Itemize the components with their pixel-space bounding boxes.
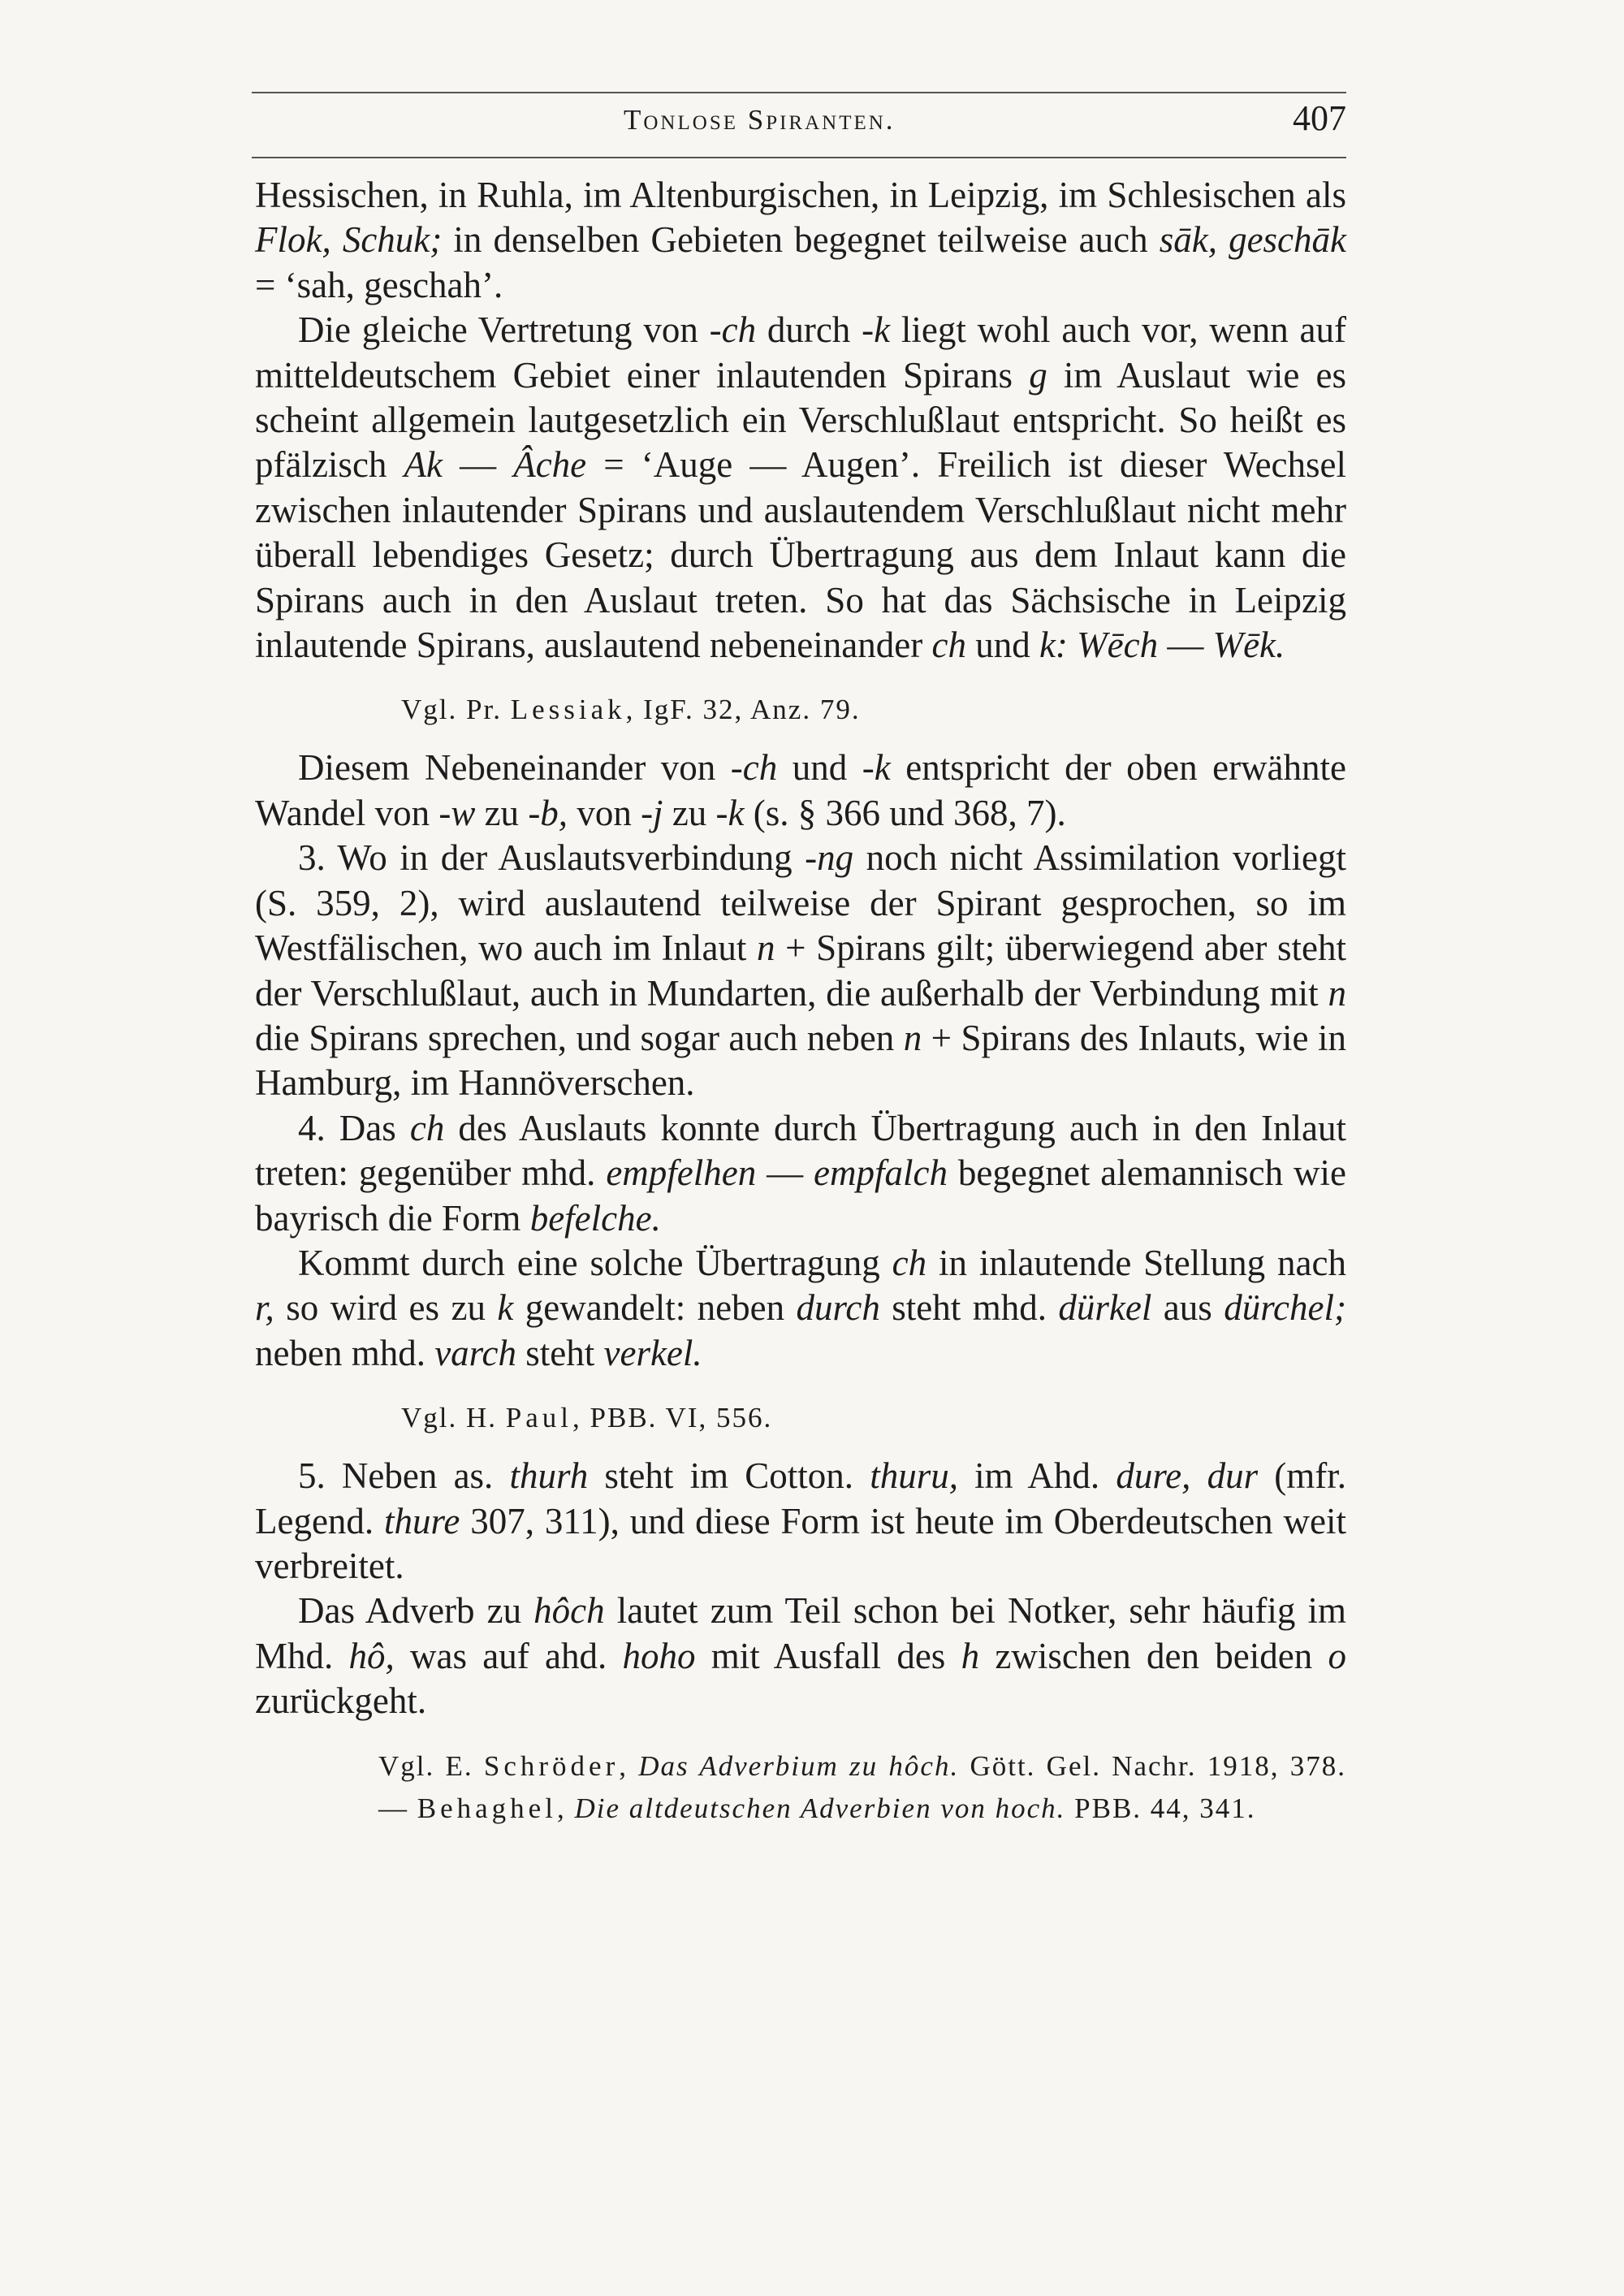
section-5-paragraph — [255, 1454, 1346, 1589]
italic-term: -j — [641, 792, 663, 833]
italic-term: Das Adverbium zu hôch. — [638, 1749, 960, 1782]
italic-term: varch — [434, 1332, 516, 1373]
text-run: zu — [663, 792, 716, 833]
text-run: , PBB. VI, 556. — [572, 1402, 773, 1434]
text-run: liegt wohl auch vor, wenn auf mitteldeutschem Gebiet einer inlautenden Spirans — [255, 309, 1346, 396]
italic-term: g — [1029, 354, 1047, 396]
body-text — [255, 173, 1346, 1844]
text-run: PBB. 44, 341. — [1065, 1792, 1256, 1824]
text-run: die Spirans sprechen, und sogar auch neben — [255, 1017, 904, 1058]
paragraph — [255, 308, 1346, 668]
header-bottom-rule — [252, 157, 1346, 158]
text-run: Vgl. E. — [378, 1749, 484, 1782]
italic-term: r, — [255, 1287, 274, 1329]
text-run: , — [556, 1792, 575, 1824]
italic-term: -k — [862, 747, 891, 789]
text-run: gewandelt: neben — [513, 1287, 797, 1329]
italic-term: dure, dur — [1116, 1455, 1259, 1497]
text-run: so wird es zu — [274, 1287, 498, 1329]
italic-term: verkel. — [603, 1332, 702, 1373]
paragraph — [255, 1589, 1346, 1723]
italic-term: -w — [438, 792, 476, 833]
italic-term: Âche — [513, 444, 587, 486]
text-run: Das Adverb zu — [298, 1590, 534, 1632]
text-run: 307, 311), und diese Form ist heute im Oberdeutschen weit verbreitet. — [255, 1500, 1346, 1586]
text-run: des Auslauts konnte durch Übertragung auch in den Inlaut treten: gegenüber mhd. — [255, 1107, 1347, 1194]
text-run: Gött. Gel. Nachr. 1918, 378. — — [378, 1749, 1346, 1824]
text-run: Vgl. H. — [401, 1402, 506, 1434]
italic-term: ch — [892, 1242, 927, 1283]
italic-term: thuru, — [870, 1455, 958, 1497]
italic-term: o — [1328, 1635, 1346, 1676]
text-run: begegnet alemannisch wie bayrisch die Form — [255, 1152, 1347, 1239]
italic-term: befelche. — [529, 1197, 661, 1239]
text-run: = ‘sah, geschah’. — [255, 264, 503, 305]
italic-term: dürchel; — [1224, 1287, 1346, 1329]
text-run: in denselben Gebieten begegnet teilweise auch — [442, 219, 1160, 261]
running-head: Tonlose Spiranten. — [624, 104, 896, 136]
italic-term: durch — [796, 1287, 880, 1329]
author-name: Behaghel — [417, 1792, 557, 1824]
paragraph — [255, 173, 1346, 308]
italic-term: k — [497, 1287, 514, 1329]
text-run: entspricht der oben erwähnte Wandel von — [255, 747, 1347, 833]
text-run: — — [443, 444, 514, 486]
italic-term: -k — [715, 792, 745, 833]
text-run: im Auslaut wie es scheint allgemein lautgesetzlich ein Verschlußlaut entspricht. So heißt es pfälzisch — [255, 354, 1347, 486]
text-run: zurückgeht. — [255, 1680, 427, 1722]
text-run: und — [777, 747, 862, 789]
text-run: — — [756, 1152, 814, 1194]
page-header — [252, 98, 1346, 151]
page-number: 407 — [1293, 98, 1346, 138]
text-run: im Ahd. — [957, 1455, 1116, 1497]
text-run: (s. § 366 und 368, 7). — [744, 792, 1066, 833]
paragraph — [255, 1241, 1346, 1376]
italic-term: Wēk. — [1212, 625, 1285, 666]
italic-term: empfelhen — [606, 1152, 757, 1194]
text-run: noch nicht Assimilation vorliegt (S. 359, 2), wird auslautend teilweise der Spirant gesprochen, so im Westfälischen, wo auch im Inlaut — [255, 837, 1346, 969]
text-run: 3. Wo in der Auslautsverbindung — [298, 837, 806, 879]
italic-term: Die altdeutschen Adverbien von hoch. — [574, 1792, 1066, 1824]
italic-term: thurh — [509, 1455, 589, 1497]
italic-term: n — [757, 927, 775, 969]
text-run: was auf ahd. — [394, 1635, 623, 1676]
text-run: Kommt durch eine solche Übertragung — [298, 1242, 892, 1283]
text-run: + Spirans des Inlauts, wie in Hamburg, im Hannöverschen. — [255, 1017, 1346, 1104]
italic-term: Ak — [404, 444, 443, 486]
text-run: neben mhd. — [255, 1332, 435, 1373]
text-run: Hessischen, in Ruhla, im Altenburgischen, in Leipzig, im Schlesischen als — [255, 175, 1346, 215]
author-name: Schröder — [483, 1749, 620, 1782]
italic-term: ch — [409, 1107, 445, 1148]
italic-term: Flok, Schuk; — [255, 219, 443, 261]
text-run: lautet zum Teil schon bei Notker, sehr häufig im Mhd. — [255, 1590, 1346, 1676]
italic-term: hôch — [533, 1590, 605, 1632]
text-run: zu — [475, 792, 529, 833]
text-run: in inlautende Stellung nach — [926, 1242, 1346, 1283]
text-run: 4. Das — [298, 1107, 410, 1148]
text-run: steht mhd. — [879, 1287, 1059, 1329]
italic-term: thure — [384, 1500, 460, 1541]
text-run: steht im Cotton. — [588, 1455, 870, 1497]
paragraph — [255, 746, 1346, 836]
author-name: Lessiak — [510, 694, 626, 726]
header-top-rule — [252, 92, 1346, 93]
italic-term: n — [1328, 972, 1346, 1014]
italic-term: -k — [862, 309, 891, 351]
italic-term: dürkel — [1058, 1287, 1152, 1329]
reference-note — [255, 1397, 1346, 1439]
text-run: Vgl. Pr. — [401, 694, 511, 726]
italic-term: -ch — [730, 747, 778, 789]
section-3-paragraph — [255, 836, 1346, 1105]
text-run: = ‘Auge — Augen’. Freilich ist dieser Wechsel zwischen inlautender Spirans und auslautendem Verschlußlaut nicht mehr überall lebendiges Gesetz; durch Übertragung aus dem Inlaut kann die Spirans auch in den Auslaut treten. So hat das Sächsische in Leipzig inlautende Spirans, auslautend nebeneinander — [255, 444, 1346, 666]
italic-term: -ch — [709, 309, 757, 351]
italic-term: sāk, geschāk — [1159, 219, 1346, 261]
italic-term: -b, — [528, 792, 568, 833]
section-4-paragraph — [255, 1106, 1346, 1241]
author-name: Paul — [505, 1402, 573, 1434]
text-run: 5. Neben as. — [298, 1455, 510, 1497]
text-run: aus — [1151, 1287, 1224, 1329]
reference-note — [255, 689, 1346, 731]
text-run: + Spirans gilt; überwiegend aber steht der Verschlußlaut, auch in Mundarten, die außerhalb der Verbindung mit — [255, 927, 1346, 1014]
text-run: zwischen den beiden — [979, 1635, 1328, 1676]
italic-term: ch — [931, 625, 966, 666]
italic-term: empfalch — [814, 1152, 948, 1194]
text-run: , — [619, 1749, 639, 1782]
text-run: (mfr. Legend. — [255, 1455, 1346, 1541]
reference-note — [255, 1745, 1346, 1830]
italic-term: h — [961, 1635, 980, 1676]
italic-term: hô, — [348, 1635, 395, 1676]
text-run: steht — [516, 1332, 604, 1373]
italic-term: n — [903, 1017, 922, 1058]
text-run: mit Ausfall des — [695, 1635, 961, 1676]
text-run: Die gleiche Vertretung von — [298, 309, 710, 351]
text-run: , IgF. 32, Anz. 79. — [625, 694, 861, 726]
italic-term: hoho — [622, 1635, 696, 1676]
text-run: und — [965, 625, 1039, 666]
italic-term: -ng — [805, 837, 854, 879]
text-run: von — [568, 792, 641, 833]
text-run: durch — [756, 309, 862, 351]
italic-term: k: Wēch — [1039, 625, 1159, 666]
text-run: — — [1158, 625, 1213, 666]
text-run: Diesem Nebeneinander von — [298, 747, 731, 789]
